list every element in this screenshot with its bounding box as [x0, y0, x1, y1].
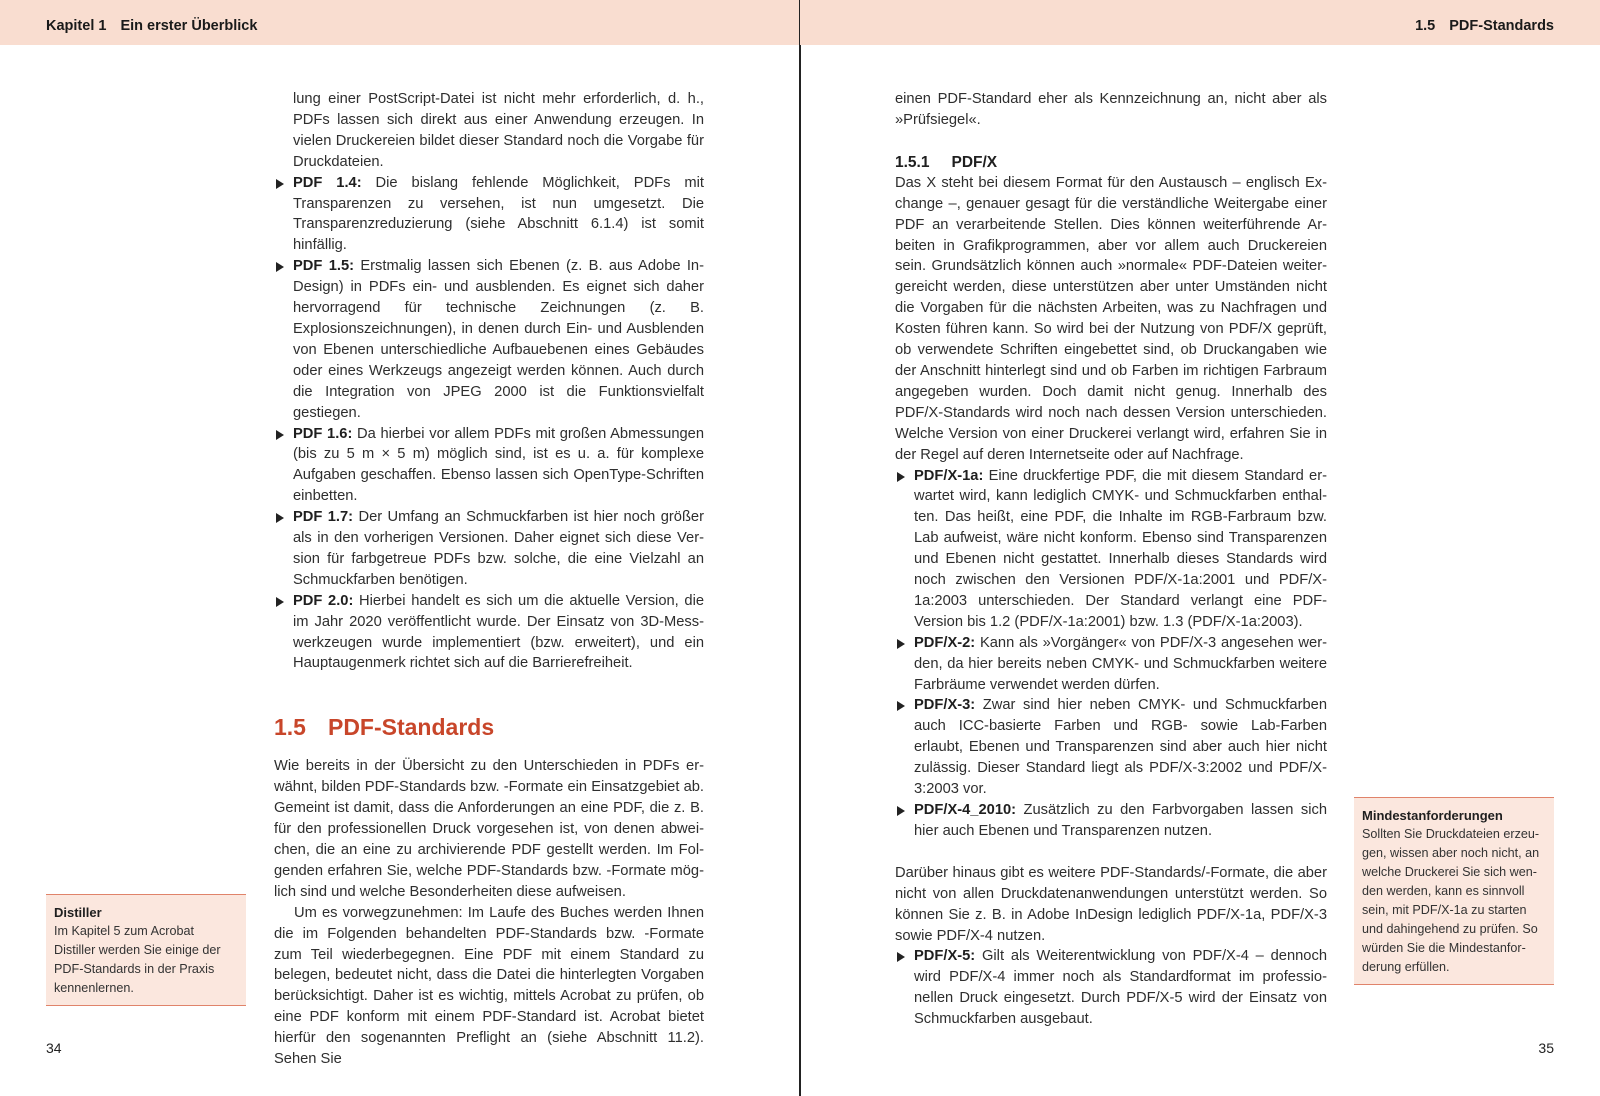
list-text: Erstmalig lassen sich Ebenen (z. B. aus Adobe InDesign) in PDFs ein- und ausblenden. Es eignet sich daher hervorragend für technische Zeichnungen (z. B. Explosionszeichnungen), in denen durch Ein- und Ausblenden von Ebenen unterschiedliche Aufbauebenen eines Gebäudes oder eines Werkzeugs angezeigt werden können. Auch durch die Integration von JPEG 2000 ist die Funktionsvielfalt gestiegen.	[293, 258, 705, 421]
list-term: PDF 1.7:	[293, 509, 354, 526]
margin-note-distiller	[46, 894, 246, 1006]
bullet-triangle-icon	[897, 701, 905, 711]
bullet-triangle-icon	[897, 952, 905, 962]
bullet-triangle-icon	[276, 513, 284, 523]
list-text: Da hierbei vor allem PDFs mit großen Abmessungen (bis zu 5 m × 5 m) möglich sind, ist es u. a. für komplexe Aufgaben geschaffen. Ebenso lassen sich OpenType-Schriften einbetten.	[293, 425, 705, 505]
section-number: 1.5	[274, 714, 306, 741]
bullet-triangle-icon	[897, 639, 905, 649]
bullet-triangle-icon	[897, 806, 905, 816]
paragraph: Darüber hinaus gibt es weitere PDF-Standards/-Formate, die aber nicht von allen Druckdatenanwendungen unterstützt werden. So können Sie z. B. in Adobe InDesign lediglich PDF/X-1a, PDF/X-3 sowie PDF/X-4 nutzen.	[895, 864, 1327, 944]
spacer	[895, 842, 1327, 863]
subsection-number: 1.5.1	[895, 153, 930, 171]
list-term: PDF 1.4:	[293, 174, 362, 191]
list-term: PDF/X-4_2010:	[914, 802, 1017, 818]
header-text	[46, 18, 257, 34]
section-title: PDF-Standards	[1449, 18, 1554, 34]
running-header	[800, 0, 1600, 45]
list-item	[895, 800, 1327, 842]
bullet-triangle-icon	[276, 430, 284, 440]
header-text	[1415, 18, 1554, 34]
list-item	[274, 173, 704, 257]
list-term: PDF/X-2:	[914, 634, 976, 651]
section-number: 1.5	[1415, 18, 1436, 34]
bullet-triangle-icon	[897, 472, 905, 482]
list-text: Gilt als Weiterentwicklung von PDF/X-4 – dennoch wird PDF/X-4 immer noch als Standardformat im professionellen Druck eingesetzt. Durch PDF/X-5 wird der Einsatz von Schmuckfarben ausgebaut.	[914, 948, 1327, 1028]
bullet-triangle-icon	[276, 597, 284, 607]
list-text: Kann als »Vorgänger« von PDF/X-3 angesehen werden, da hier bereits neben CMYK- und Schmuckfarben weitere Farbräume verwendet werden dürfen.	[914, 634, 1327, 693]
list-term: PDF 1.6:	[293, 425, 353, 442]
main-text-column	[895, 89, 1327, 1030]
subsection-title: PDF/X	[951, 153, 998, 171]
list-term: PDF/X-5:	[914, 948, 976, 965]
margin-note-title: Distiller	[54, 905, 102, 920]
page-number: 35	[1538, 1040, 1554, 1056]
list-text: Hierbei handelt es sich um die aktuelle Version, die im Jahr 2020 veröffentlicht wurde. Der Einsatz von 3D-Messwerkzeugen wurde implementiert (bzw. erweitert), und ein Hauptaugenmerk richtet sich auf die Barrierefreiheit.	[293, 592, 705, 672]
list-term: PDF 2.0:	[293, 592, 354, 609]
list-item	[274, 507, 704, 591]
list-text: Der Umfang an Schmuckfarben ist hier noch größer als in den vorherigen Versionen. Daher eignet sich diese Version für farbgetreue PDFs bzw. solche, die eine Vielzahl an Schmuckfarben benötigen.	[293, 509, 704, 588]
list-term: PDF/X-3:	[914, 697, 976, 714]
list-item	[274, 424, 704, 508]
running-header	[0, 0, 800, 45]
margin-note-title: Mindestanforderungen	[1362, 808, 1503, 823]
list-item	[895, 633, 1327, 696]
pdfx-standard-list-2	[895, 946, 1327, 1030]
list-item	[895, 695, 1327, 800]
chapter-number: Kapitel 1	[46, 18, 107, 34]
main-text-column	[274, 89, 704, 1070]
pdfx-standard-list	[895, 466, 1327, 842]
list-item	[274, 591, 704, 675]
paragraph: Um es vorwegzunehmen: Im Laufe des Buches werden Ihnen die im Folgenden behandelten PDF-Standards bzw. -Formate zum Teil wiederbegegnen. Eine PDF mit einem Standard zu belegen, bedeutet nicht, dass die Datei die hinterlegten Vorgaben berücksichtigt. Daher ist es wichtig, mittels Acrobat zu prüfen, ob eine PDF konform mit einem PDF-Standard ist. Acrobat bietet hierfür den sogenannten Preflight an (siehe Abschnitt 11.2). Sehen Sie	[274, 904, 704, 1068]
page-number: 34	[46, 1040, 62, 1056]
list-text: Zusätzlich zu den Farbvorgaben lassen sich hier auch Ebenen und Transparenzen nutzen.	[914, 802, 1327, 839]
bullet-triangle-icon	[276, 179, 284, 189]
margin-note-mindestanforderungen	[1354, 797, 1554, 985]
list-item	[895, 946, 1327, 1030]
margin-note-text: Im Kapitel 5 zum Acrobat Distiller werden Sie einige der PDF-Standards in der Praxis kennenlernen.	[54, 924, 221, 995]
list-text: Zwar sind hier neben CMYK- und Schmuckfarben auch ICC-basierte Farben und RGB- sowie Lab-Farben erlaubt, Ebenen und Transparenzen sind aber auch hier nicht zulässig. Dieser Standard liegt als PDF/X-3:2002 und PDF/X-3:2003 vor.	[914, 697, 1327, 798]
section-title: PDF-Standards	[327, 714, 495, 741]
margin-note-text: Sollten Sie Druckdateien erzeugen, wissen aber noch nicht, an welche Druckerei Sie sich wenden werden, kann es sinnvoll sein, mit PDF/X-1a zu starten und dahingehend zu prüfen. So würden Sie die Mindestanforderung erfüllen.	[1362, 827, 1540, 974]
right-page	[800, 0, 1600, 1096]
section-heading	[274, 712, 704, 742]
list-item	[895, 466, 1327, 633]
chapter-title: Ein erster Überblick	[120, 18, 258, 34]
list-text: Eine druckfertige PDF, die mit diesem Standard erwartet wird, kann lediglich CMYK- und Schmuckfarben enthalten. Das heißt, eine PDF, die Inhalte im RGB-Farbraum bzw. Lab aufweist, wäre nicht konform. Ebenso sind Transparenzen und Ebenen nicht gestattet. Innerhalb dieses Standards wird noch zwischen den Versionen PDF/X-1a:2001 und PDF/X-1a:2003 unterschieden. Der Standard verlangt eine PDF-Version bis 1.2 (PDF/X-1a:2001) bzw. 1.3 (PDF/X-1a:2003).	[914, 467, 1327, 630]
bullet-triangle-icon	[276, 262, 284, 272]
paragraph: Das X steht bei diesem Format für den Austausch – englisch Exchange –, genauer gesagt für die verständliche Weitergabe einer PDF an verarbeitende Stellen. Dies können weiterführende Arbeiten in Grafikprogrammen, aber vor allem auch Druckereien sein. Grundsätzlich können auch »normale« PDF-Dateien weitergereicht werden, diese unterstützen aber unter Umständen nicht die Vorgaben für die nächsten Arbeiten, was zu Nachfragen und Kosten führen kann. So wird bei der Nutzung von PDF/X geprüft, ob verwendete Schriften eingebettet sind, ob Druckangaben wie der Anschnitt hinterlegt sind und ob Farben im richtigen Farbraum angegeben wurden. Doch damit nicht genug. Innerhalb des PDF/X-Standards wird noch nach dessen Version unterschieden. Welche Version von einer Druckerei verlangt wird, erfahren Sie in der Regel auf deren Internetseite oder auf Nachfrage.	[895, 174, 1327, 463]
list-item	[274, 256, 704, 423]
paragraph: Wie bereits in der Übersicht zu den Unterschieden in PDFs erwähnt, bilden PDF-Standards bzw. -Formate ein Einsatzgebiet ab. Gemeint ist damit, dass die Anforderungen an eine PDF, die z. B. für den professionellen Druck vorgesehen ist, von denen abweichen, die an eine zu archivierende PDF gestellt werden. Im Folgenden erfahren Sie, welche PDF-Standards bzw. -Formate möglich sind und welche Besonderheiten diese aufweisen.	[274, 758, 704, 900]
list-term: PDF/X-1a:	[914, 467, 984, 484]
paragraph: einen PDF-Standard eher als Kennzeichnung an, nicht aber als »Prüfsiegel«.	[895, 91, 1327, 128]
list-text: Die bislang fehlende Möglichkeit, PDFs mit Transparenzen zu versehen, ist nun umgesetzt. Die Transparenzreduzierung (siehe Abschnitt 6.1.4) ist somit hinfällig.	[293, 174, 705, 254]
pdf-version-list	[274, 173, 704, 675]
subsection-heading	[895, 152, 1327, 173]
list-term: PDF 1.5:	[293, 258, 355, 275]
paragraph: lung einer PostScript-Datei ist nicht mehr erforderlich, d. h., PDFs lassen sich direkt aus einer Anwendung erzeugen. In vielen Druckereien bildet dieser Standard noch die Vorgabe für Druckdateien.	[293, 91, 704, 170]
